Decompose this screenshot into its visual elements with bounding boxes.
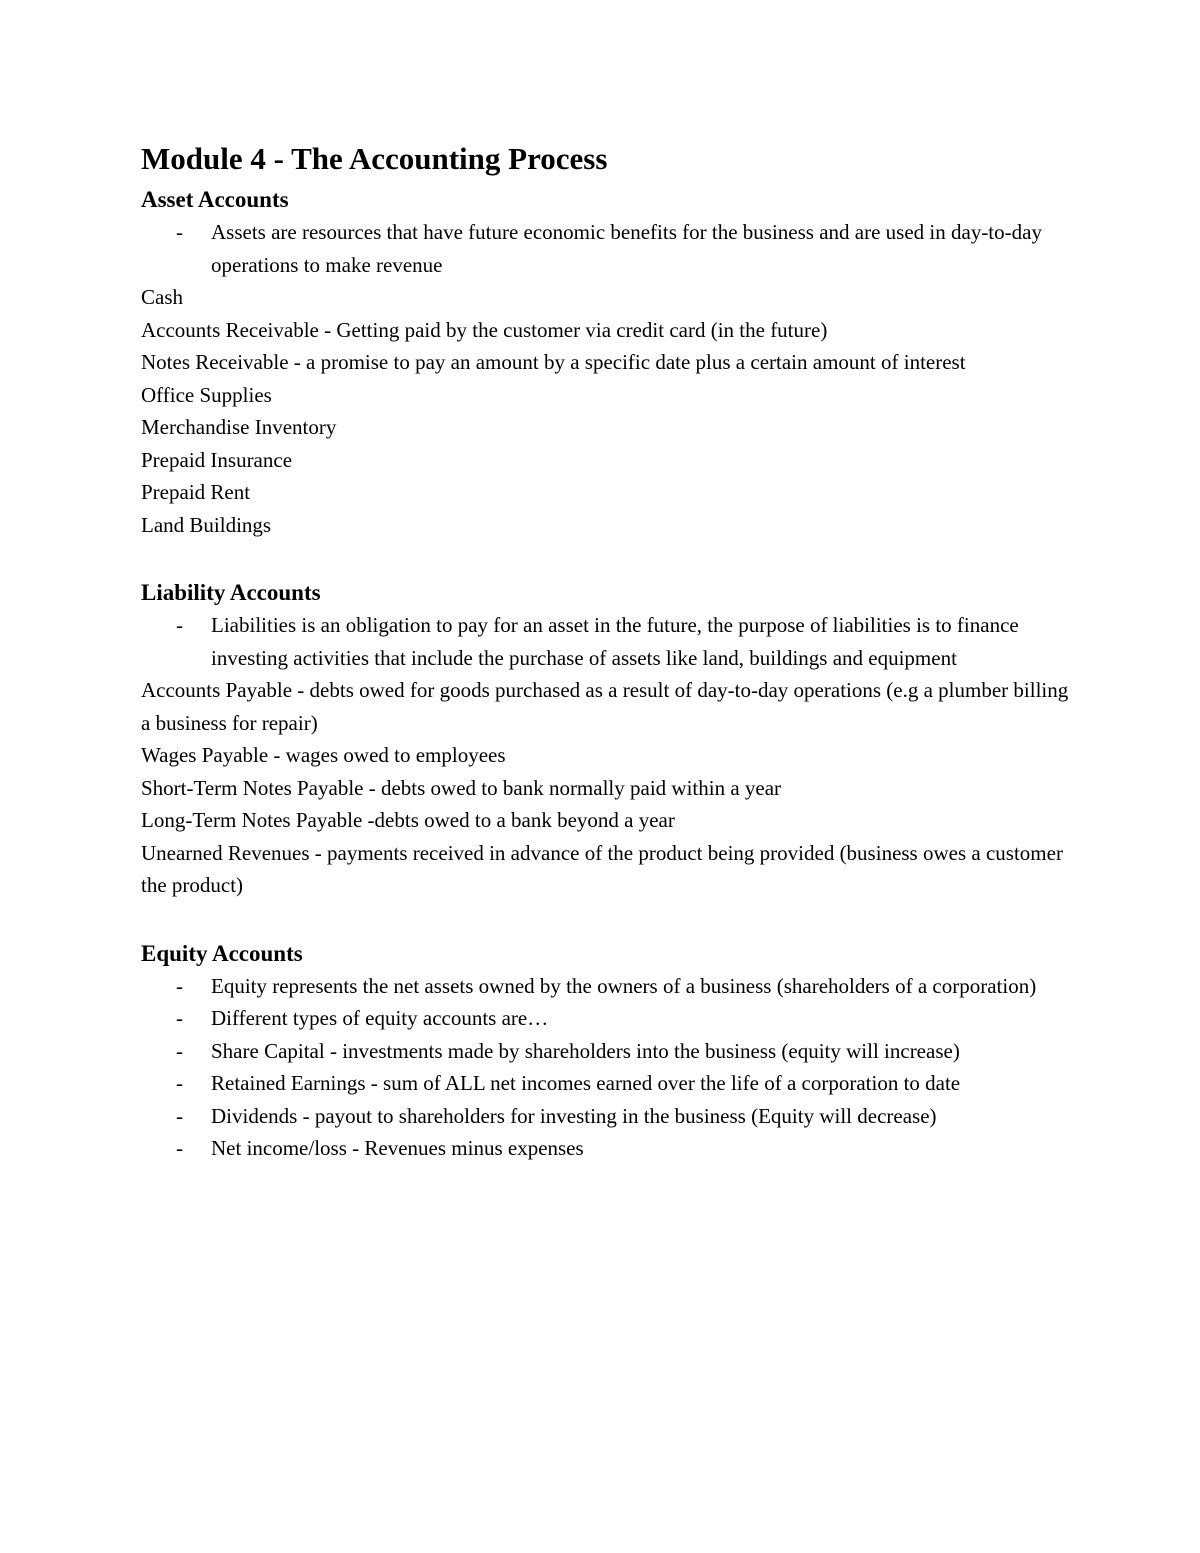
bullet-dash: - <box>176 613 183 637</box>
liability-line-wages-payable: Wages Payable - wages owed to employees <box>141 743 506 767</box>
bullet-dash: - <box>176 1136 183 1160</box>
asset-line-office-supplies: Office Supplies <box>141 382 272 407</box>
liability-accounts-section <box>141 577 1071 902</box>
asset-line-prepaid-rent: Prepaid Rent <box>141 480 251 504</box>
equity-bullet-text: Retained Earnings - sum of ALL net incomes earned over the life of a corporation to date <box>211 1071 961 1095</box>
page-title: Module 4 - The Accounting Process <box>141 141 608 176</box>
liability-line-unearned-revenues: Unearned Revenues - payments received in advance of the product being provided (business owes a customer the product) <box>141 840 1063 897</box>
asset-line-accounts-receivable: Accounts Receivable - Getting paid by the customer via credit card (in the future) <box>141 317 828 342</box>
liability-bullet-list <box>141 609 1071 674</box>
liability-accounts-heading: Liability Accounts <box>141 580 321 605</box>
liability-bullet-item <box>141 609 1071 674</box>
asset-bullet-item <box>141 216 1071 281</box>
equity-bullet-list <box>141 970 1071 1165</box>
liability-line-accounts-payable: Accounts Payable - debts owed for goods purchased as a result of day-to-day operations (e.g a plumber billing a business for repair) <box>141 678 1069 735</box>
asset-line-merchandise-inventory: Merchandise Inventory <box>141 415 337 439</box>
equity-bullet-item <box>141 1067 1071 1100</box>
asset-line-prepaid-insurance: Prepaid Insurance <box>141 447 293 472</box>
bullet-dash: - <box>176 1006 183 1030</box>
equity-bullet-item <box>141 1002 1071 1035</box>
equity-bullet-text: Net income/loss - Revenues minus expenses <box>211 1136 584 1160</box>
bullet-dash: - <box>176 1103 183 1128</box>
bullet-dash: - <box>176 1038 183 1063</box>
equity-accounts-section <box>141 938 1071 1165</box>
bullet-dash: - <box>176 220 183 244</box>
document-page <box>141 138 1071 1165</box>
equity-bullet-item <box>141 970 1071 1003</box>
equity-bullet-item <box>141 1132 1071 1165</box>
liability-line-short-term-notes: Short-Term Notes Payable - debts owed to bank normally paid within a year <box>141 775 782 800</box>
asset-line-notes-receivable: Notes Receivable - a promise to pay an amount by a specific date plus a certain amount of interest <box>141 350 966 374</box>
asset-bullet-text: Assets are resources that have future economic benefits for the business and are used in day-to-day operations to make revenue <box>211 220 1042 277</box>
bullet-dash: - <box>176 1071 183 1095</box>
equity-accounts-heading: Equity Accounts <box>141 940 303 966</box>
asset-accounts-heading: Asset Accounts <box>141 187 289 212</box>
equity-bullet-text: Share Capital - investments made by shareholders into the business (equity will increase) <box>211 1038 960 1063</box>
asset-bullet-list <box>141 216 1071 281</box>
equity-bullet-item <box>141 1100 1071 1133</box>
asset-accounts-section <box>141 184 1071 541</box>
equity-bullet-text: Dividends - payout to shareholders for investing in the business (Equity will decrease) <box>211 1103 937 1128</box>
liability-line-long-term-notes: Long-Term Notes Payable -debts owed to a bank beyond a year <box>141 808 675 832</box>
liability-bullet-text: Liabilities is an obligation to pay for an asset in the future, the purpose of liabilities is to finance investing activities that include the purchase of assets like land, buildings and equipment <box>211 613 1019 670</box>
equity-bullet-item <box>141 1035 1071 1068</box>
asset-line-land-buildings: Land Buildings <box>141 512 272 537</box>
equity-bullet-text: Different types of equity accounts are… <box>211 1006 549 1030</box>
bullet-dash: - <box>176 973 183 998</box>
equity-bullet-text: Equity represents the net assets owned by the owners of a business (shareholders of a corporation) <box>211 973 1037 998</box>
asset-line-cash: Cash <box>141 285 183 309</box>
